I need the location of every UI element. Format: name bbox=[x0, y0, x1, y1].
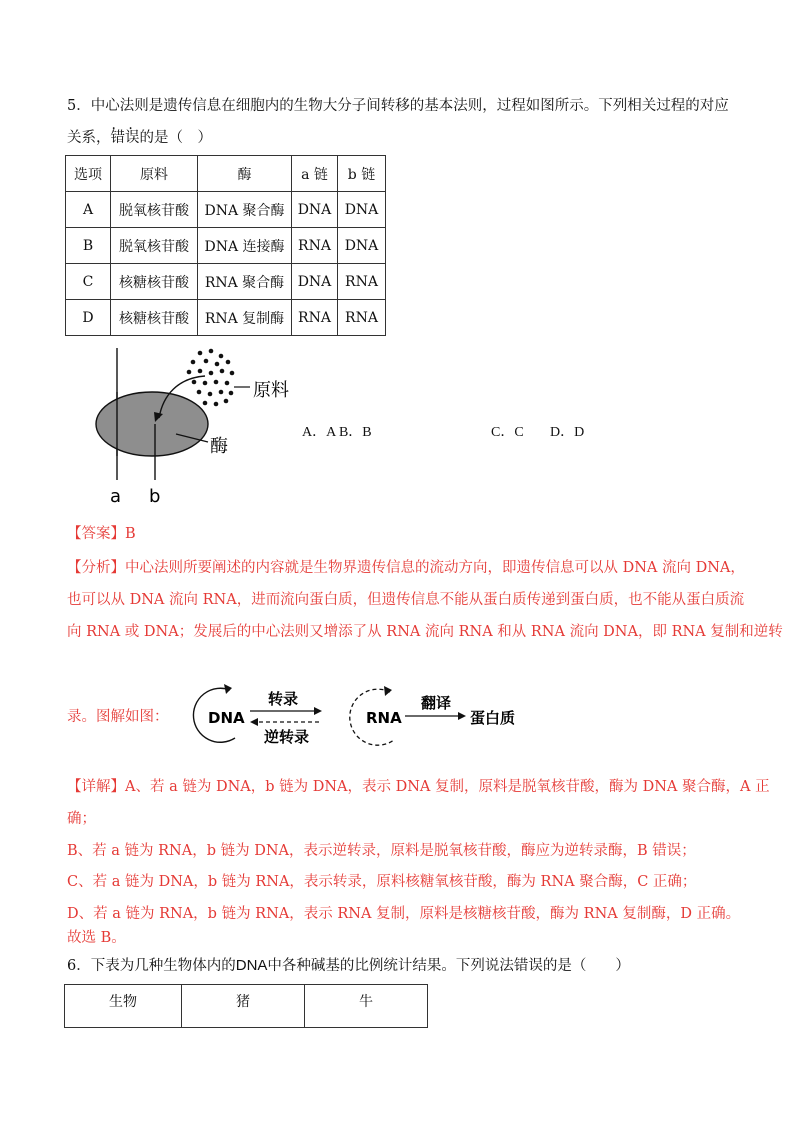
detail-line-3: B、若 a 链为 RNA，b 链为 DNA，表示逆转录，原料是脱氧核苷酸，酶应为逆转录酶，B 错误； bbox=[67, 843, 696, 859]
table-cell: DNA 连接酶 bbox=[198, 228, 292, 264]
strand-b-label: b bbox=[149, 486, 161, 507]
option-d: D．D bbox=[550, 425, 585, 440]
table-header-cell: 生物 bbox=[65, 985, 182, 1028]
table-cell: 脱氧核苷酸 bbox=[111, 228, 198, 264]
table-header-cell: b 链 bbox=[338, 156, 386, 192]
enzyme-ellipse bbox=[96, 392, 208, 456]
q5-stem-line2-post: 的是（ ） bbox=[139, 130, 212, 146]
table-header-cell: 选项 bbox=[66, 156, 111, 192]
analysis-end: 录。图解如图： bbox=[67, 709, 169, 725]
table-cell: D bbox=[66, 300, 111, 336]
table-cell: 核糖核苷酸 bbox=[111, 264, 198, 300]
table-header-cell: a 链 bbox=[292, 156, 338, 192]
option-c: C．C bbox=[491, 425, 524, 440]
raw-material-label: 原料 bbox=[253, 380, 289, 401]
table-row bbox=[66, 264, 386, 300]
q6-table bbox=[64, 984, 428, 1028]
enzyme-label: 酶 bbox=[210, 436, 228, 457]
option-ab: A．A B．B bbox=[302, 425, 372, 440]
detail-line-5: D、若 a 链为 RNA，b 链为 RNA，表示 RNA 复制，原料是核糖核苷酸，酶为 RNA 复制酶，D 正确。 bbox=[67, 906, 741, 922]
table-cell: DNA bbox=[292, 192, 338, 228]
table-cell: RNA bbox=[338, 300, 386, 336]
diagram-dna: DNA bbox=[208, 709, 245, 727]
q5-emphasis-wrong: · · 错误 bbox=[111, 130, 140, 146]
q5-stem-line1: 5．中心法则是遗传信息在细胞内的生物大分子间转移的基本法则，过程如图所示。下列相关过程的对应 bbox=[67, 98, 729, 114]
table-header-cell: 牛 bbox=[305, 985, 428, 1028]
analysis-line-3: 向 RNA 或 DNA；发展后的中心法则又增添了从 RNA 流向 RNA 和从 RNA 流向 DNA，即 RNA 复制和逆转 bbox=[67, 624, 783, 640]
table-cell: 核糖核苷酸 bbox=[111, 300, 198, 336]
detail-line-2: 确； bbox=[67, 811, 96, 827]
analysis-line-2: 也可以从 DNA 流向 RNA，进而流向蛋白质，但遗传信息不能从蛋白质传递到蛋白质，也不能从蛋白质流 bbox=[67, 592, 745, 608]
dna-loop-arrow bbox=[224, 684, 232, 694]
q6-stem bbox=[67, 955, 630, 977]
strand-a-label: a bbox=[110, 486, 122, 507]
table-cell: DNA bbox=[292, 264, 338, 300]
table-row bbox=[66, 192, 386, 228]
table-cell: DNA 聚合酶 bbox=[198, 192, 292, 228]
table-cell: A bbox=[66, 192, 111, 228]
diagram-reverse-transcription: 逆转录 bbox=[264, 728, 310, 746]
q6-stem-pre: 6．下表为几种生物体内的 bbox=[67, 958, 236, 974]
table-cell: 脱氧核苷酸 bbox=[111, 192, 198, 228]
detail-line-1: 【详解】A、若 a 链为 DNA，b 链为 DNA，表示 DNA 复制，原料是脱氧核苷酸，酶为 DNA 聚合酶，A 正 bbox=[67, 779, 770, 795]
table-cell: RNA bbox=[338, 264, 386, 300]
diagram-transcription: 转录 bbox=[268, 690, 299, 708]
table-row bbox=[65, 985, 428, 1028]
q5-stem-line2 bbox=[67, 127, 212, 149]
table-header-cell: 酶 bbox=[198, 156, 292, 192]
table-cell: RNA 聚合酶 bbox=[198, 264, 292, 300]
central-dogma-diagram bbox=[168, 680, 538, 752]
q6-stem-post: 中各种碱基的比例统计结果。下列说法错误的是（ ） bbox=[267, 958, 630, 974]
table-header-cell: 原料 bbox=[111, 156, 198, 192]
table-cell: RNA 复制酶 bbox=[198, 300, 292, 336]
table-cell: DNA bbox=[338, 192, 386, 228]
detail-line-6: 故选 B。 bbox=[67, 930, 126, 946]
diagram-protein: 蛋白质 bbox=[470, 709, 516, 727]
diagram-translation: 翻译 bbox=[421, 694, 452, 712]
q6-stem-dna: DNA bbox=[235, 957, 268, 974]
table-row bbox=[66, 300, 386, 336]
analysis-line-1: 【分析】中心法则所要阐述的内容就是生物界遗传信息的流动方向，即遗传信息可以从 DNA 流向 DNA， bbox=[67, 560, 745, 576]
rna-loop-arrow bbox=[384, 686, 392, 696]
detail-line-4: C、若 a 链为 DNA，b 链为 RNA，表示转录，原料核糖氧核苷酸，酶为 RNA 聚合酶，C 正确； bbox=[67, 874, 697, 890]
table-header-cell: 猪 bbox=[182, 985, 305, 1028]
q5-stem-line2-pre: 关系， bbox=[67, 130, 111, 146]
answer: 【答案】B bbox=[67, 526, 136, 542]
table-cell: C bbox=[66, 264, 111, 300]
table-cell: B bbox=[66, 228, 111, 264]
table-row bbox=[66, 156, 386, 192]
table-cell: RNA bbox=[292, 228, 338, 264]
q5-table bbox=[65, 155, 386, 336]
table-row bbox=[66, 228, 386, 264]
table-cell: RNA bbox=[292, 300, 338, 336]
diagram-rna: RNA bbox=[366, 709, 402, 727]
table-cell: DNA bbox=[338, 228, 386, 264]
q5-figure bbox=[60, 340, 310, 510]
